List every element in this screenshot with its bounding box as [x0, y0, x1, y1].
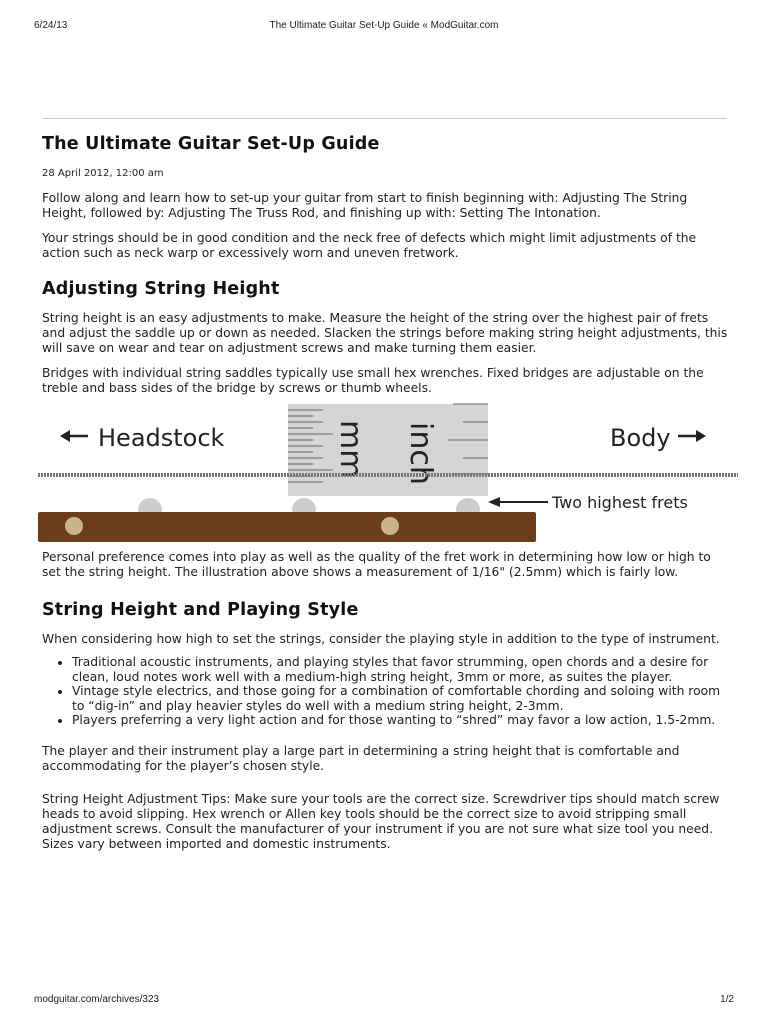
list-item: • Players preferring a very light action and for those wanting to “shred” may favor a low action, 1.5-2mm.: [72, 713, 730, 728]
intro-paragraph-1: Follow along and learn how to set-up your guitar from start to finish beginning with: Adjusting The String Height, followed by: Adjusting The Truss Rod, and finishing up with: Setting The Intonation.: [42, 191, 688, 220]
section2-paragraph-2: The player and their instrument play a large part in determining a string height that is comfortable and accommodating for the player’s chosen style.: [42, 743, 680, 773]
list-item: • Vintage style electrics, and those going for a combination of comfortable chording and soloing with room to “dig-in” and play heavier styles do well with a medium string height, 2-3mm.: [72, 684, 730, 713]
ruler-mm-label: mm: [333, 420, 368, 479]
section-heading-adjusting-string-height: Adjusting String Height: [42, 279, 280, 299]
page-number: 1/2: [720, 994, 734, 1005]
section1-paragraph-1: String height is an easy adjustments to make. Measure the height of the string over the highest pair of frets and adjust the saddle up or down as needed. Slacken the strings before making string height adjustments, this will save on wear and tear on adjustment screws and make turning them easier.: [42, 311, 728, 355]
article: [42, 134, 730, 862]
left-arrow-icon: [60, 430, 88, 442]
string-height-tips: String Height Adjustment Tips: Make sure your tools are the correct size. Screwdriver tips should match screw heads to avoid slipping. Hex wrench or Allen key tools should be the correct size to avoid stripping small adjustment screws. Consult the manufacturer of your instrument if you are not sure what size tool you need. Sizes vary between imported and domestic instruments.: [42, 791, 720, 851]
section2-paragraph-1: When considering how high to set the strings, consider the playing style in addition to the type of instrument.: [42, 632, 720, 646]
section1-paragraph-2: Bridges with individual string saddles typically use small hex wrenches. Fixed bridges are adjustable on the treble and bass sides of the bridge by screws or thumb wheels.: [42, 366, 704, 395]
fretboard: [38, 512, 536, 542]
right-arrow-icon: [678, 430, 706, 442]
print-header: [34, 20, 734, 34]
fret-inlay: [65, 517, 83, 535]
list-item: • Traditional acoustic instruments, and playing styles that favor strumming, open chords and a desire for clean, loud notes work well with a medium-high string height, 3mm or more, as suites the player.: [72, 655, 730, 684]
body-label: Body: [610, 424, 671, 452]
playing-style-list: [42, 655, 730, 728]
string-height-illustration: [38, 402, 738, 542]
article-title: The Ultimate Guitar Set-Up Guide: [42, 134, 380, 154]
page-url: modguitar.com/archives/323: [34, 994, 160, 1005]
article-date: 28 April 2012, 12:00 am: [42, 168, 164, 179]
string-height-diagram: [38, 402, 738, 542]
print-page-title: The Ultimate Guitar Set-Up Guide « ModGuitar.com: [269, 20, 499, 31]
intro-paragraph-2: Your strings should be in good condition and the neck free of defects which might limit adjustments of the action such as neck warp or excessively worn and uneven fretwork.: [42, 231, 697, 260]
ruler-inch-label: inch: [403, 422, 438, 485]
print-date: 6/24/13: [34, 20, 68, 31]
section1-paragraph-3: Personal preference comes into play as well as the quality of the fret work in determining how low or high to set the string height. The illustration above shows a measurement of 1/16" (2.5mm) which is fairly low.: [42, 550, 711, 579]
header-divider: [42, 118, 727, 119]
callout-arrow-icon: [488, 497, 548, 507]
two-highest-frets-label: Two highest frets: [552, 493, 688, 512]
headstock-label: Headstock: [98, 424, 225, 452]
fret-inlay: [381, 517, 399, 535]
section-heading-string-height-playing-style: String Height and Playing Style: [42, 600, 359, 620]
print-footer: [34, 994, 734, 1008]
